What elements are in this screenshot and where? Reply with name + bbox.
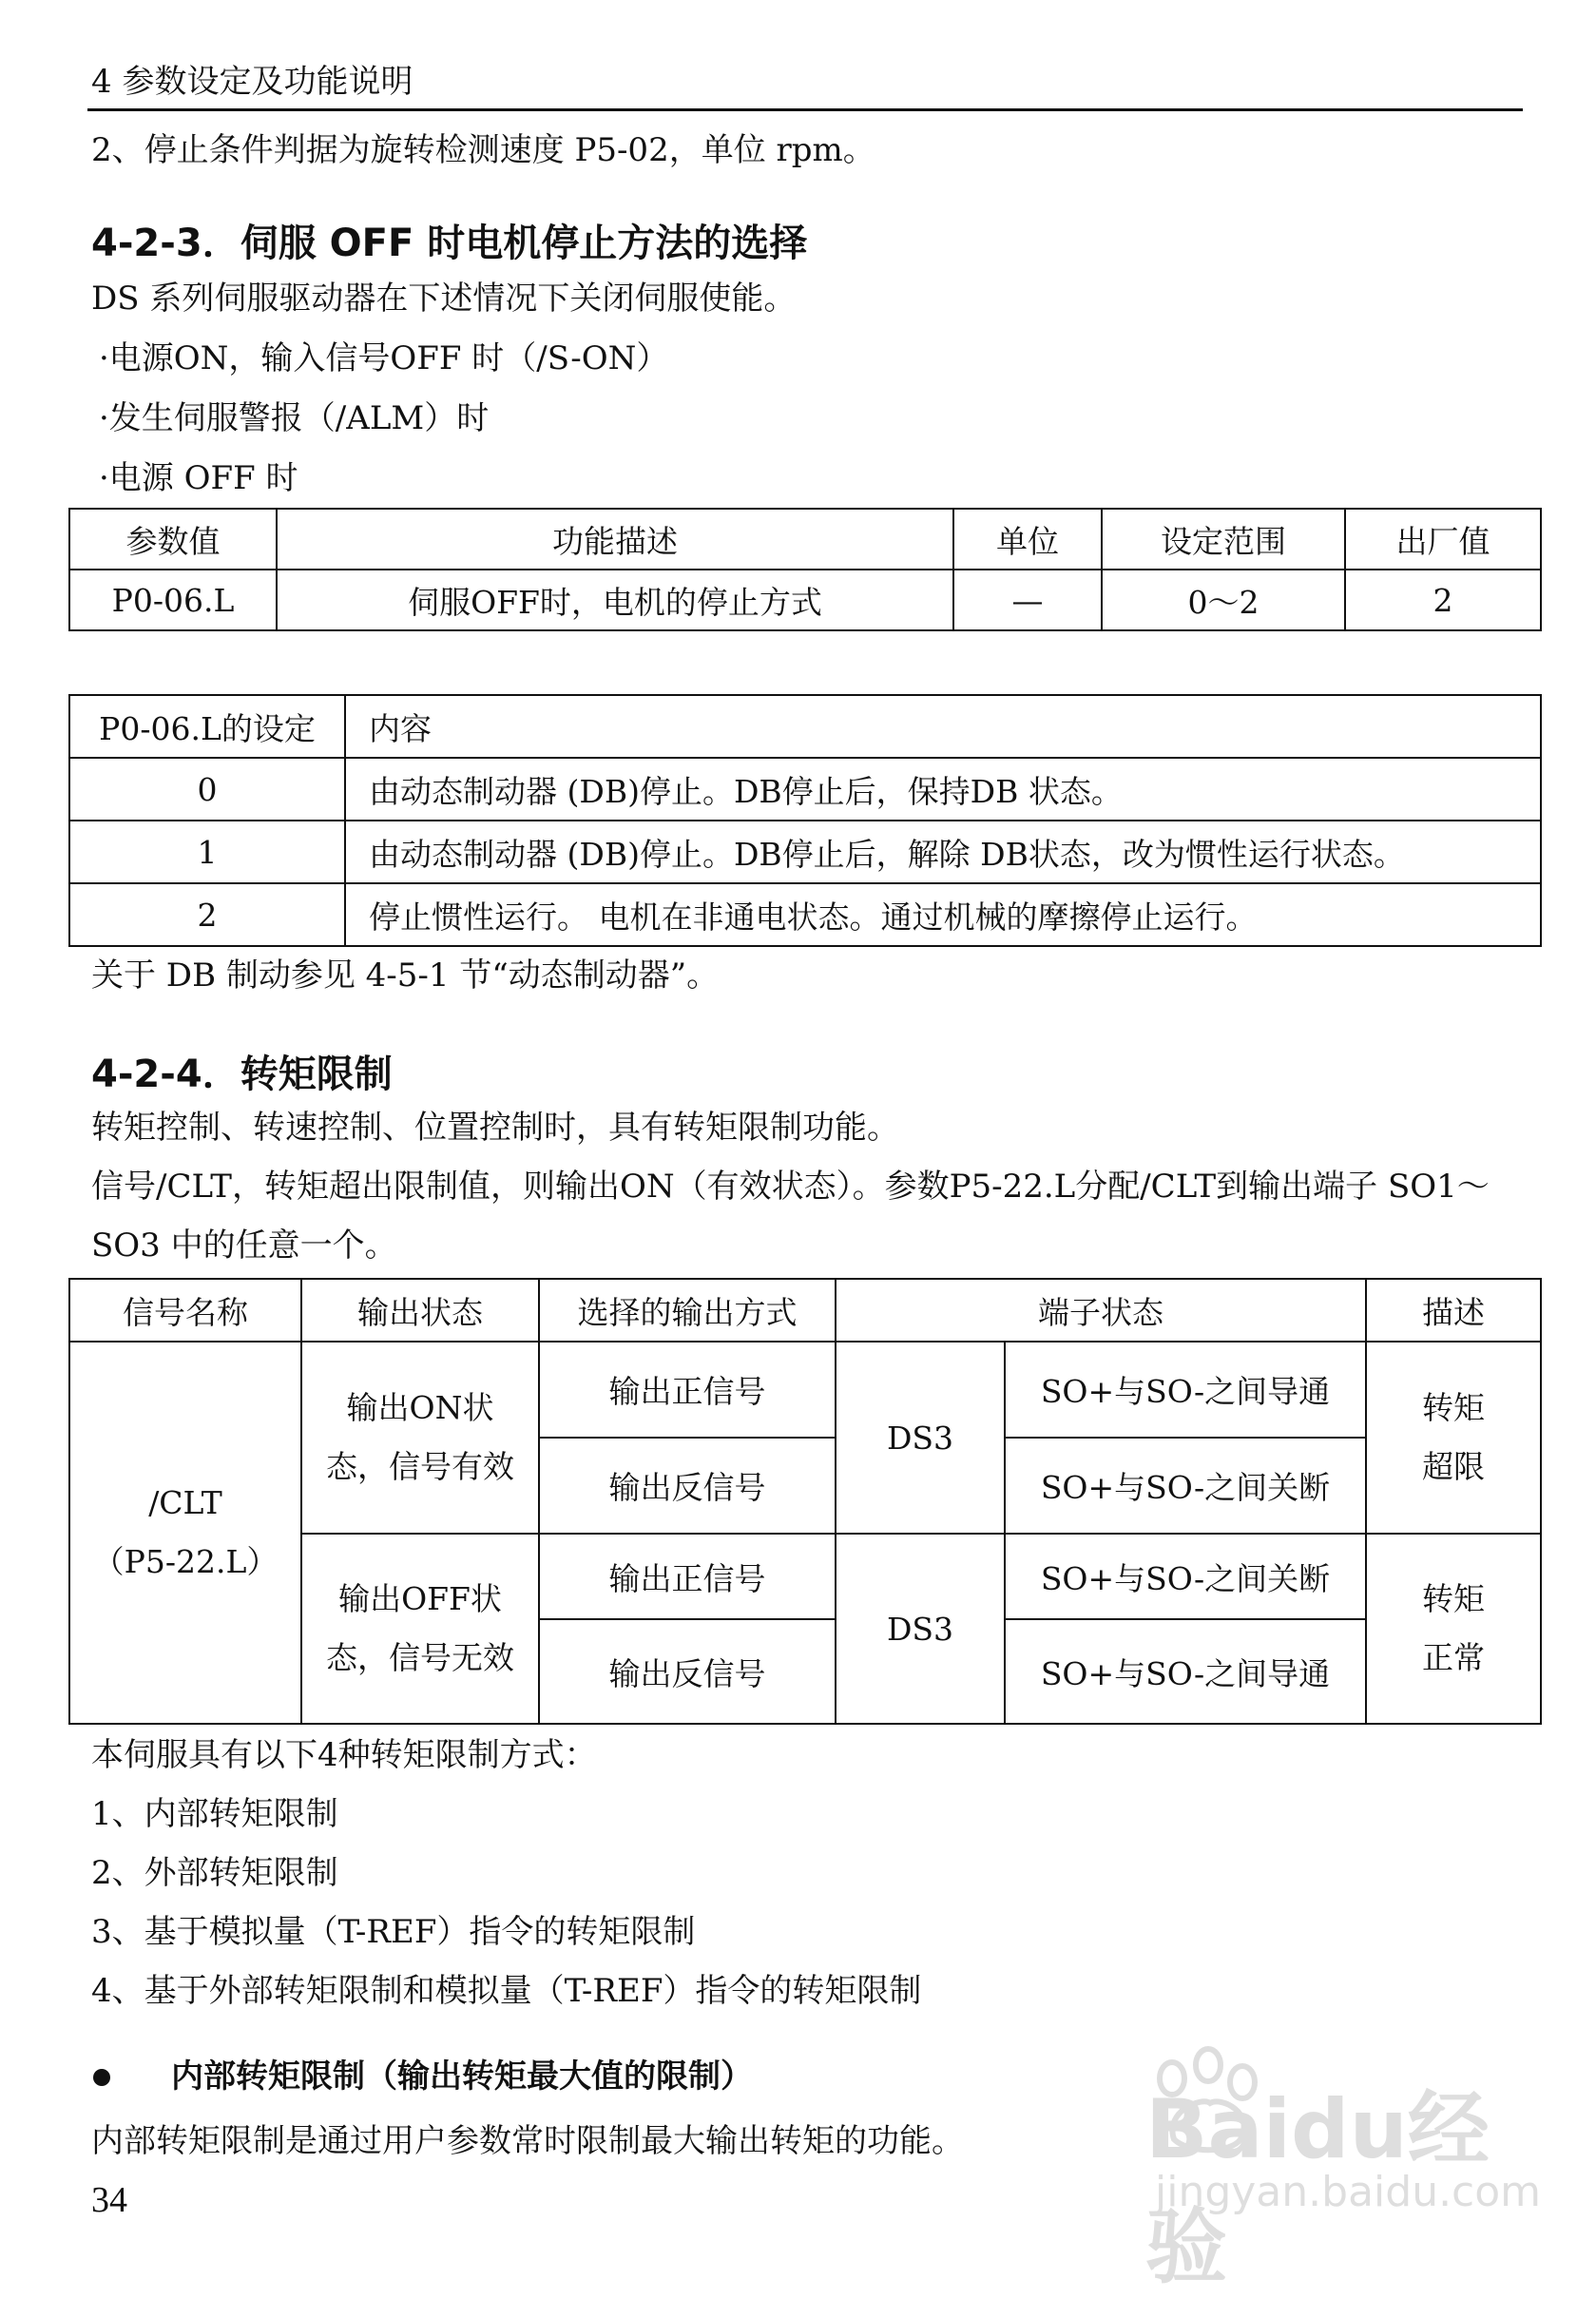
bullet-heading: 内部转矩限制（输出转矩最大值的限制）	[171, 2058, 753, 2096]
table-cell: 2	[69, 883, 345, 946]
terminal-cell: DS3	[836, 1342, 1005, 1534]
table-cell: 输出反信号	[539, 1619, 836, 1724]
table-cell: 2	[1345, 570, 1541, 630]
paragraph: 2、停止条件判据为旋转检测速度 P5-02，单位 rpm。	[91, 131, 875, 169]
parameter-table	[68, 508, 1542, 631]
watermark-brand: Baidu经验	[1145, 2082, 1490, 2295]
list-item: 4、基于外部转矩限制和模拟量（T-REF）指令的转矩限制	[91, 1972, 922, 2010]
bullet-item: ·电源 OFF 时	[99, 459, 298, 497]
paragraph: 转矩控制、转速控制、位置控制时，具有转矩限制功能。	[91, 1109, 899, 1147]
table-header-cell: 选择的输出方式	[539, 1279, 836, 1342]
section-heading-4-2-4: 4-2-4．转矩限制	[91, 1053, 393, 1096]
table-header-cell: 输出状态	[301, 1279, 539, 1342]
list-item: 1、内部转矩限制	[91, 1795, 338, 1833]
list-item: 2、外部转矩限制	[91, 1854, 338, 1892]
description-cell: 转矩正常	[1366, 1534, 1541, 1724]
table-header-cell: 参数值	[69, 509, 277, 570]
signal-name: /CLT	[148, 1484, 222, 1521]
table-cell: —	[953, 570, 1102, 630]
list-item: 3、基于模拟量（T-REF）指令的转矩限制	[91, 1913, 696, 1951]
section-heading-4-2-3: 4-2-3．伺服 OFF 时电机停止方法的选择	[91, 222, 808, 265]
output-state-on: 输出ON状态，信号有效	[301, 1342, 539, 1534]
table-cell: 停止惯性运行。 电机在非通电状态。通过机械的摩擦停止运行。	[345, 883, 1541, 946]
page-number: 34	[91, 2180, 127, 2220]
header-rule	[87, 108, 1523, 111]
table-cell: 伺服OFF时，电机的停止方式	[277, 570, 953, 630]
table-header-cell: 单位	[953, 509, 1102, 570]
table-header-cell: 出厂值	[1345, 509, 1541, 570]
terminal-cell: DS3	[836, 1534, 1005, 1724]
table-cell: 1	[69, 821, 345, 883]
table-cell: 输出正信号	[539, 1534, 836, 1619]
signal-table	[68, 1278, 1542, 1725]
bullet-item: ·发生伺服警报（/ALM）时	[99, 399, 490, 437]
table-cell: SO+与SO-之间导通	[1005, 1619, 1366, 1724]
table-cell: SO+与SO-之间导通	[1005, 1342, 1366, 1438]
table-cell: 由动态制动器 (DB)停止。DB停止后，解除 DB状态，改为惯性运行状态。	[345, 821, 1541, 883]
paragraph: 内部转矩限制是通过用户参数常时限制最大输出转矩的功能。	[91, 2122, 964, 2160]
table-cell: SO+与SO-之间关断	[1005, 1438, 1366, 1534]
table-header-cell: 设定范围	[1102, 509, 1345, 570]
table-header-cell: 端子状态	[836, 1279, 1366, 1342]
signal-name-cell	[69, 1342, 301, 1724]
table-cell: 由动态制动器 (DB)停止。DB停止后，保持DB 状态。	[345, 758, 1541, 821]
table-cell: 0	[69, 758, 345, 821]
setting-table	[68, 694, 1542, 947]
section-intro: DS 系列伺服驱动器在下述情况下关闭伺服使能。	[91, 280, 797, 318]
table-header-cell: 描述	[1366, 1279, 1541, 1342]
methods-intro: 本伺服具有以下4种转矩限制方式：	[91, 1736, 597, 1774]
table-header-cell: P0-06.L的设定	[69, 695, 345, 758]
watermark-url: jingyan.baidu.com	[1155, 2168, 1542, 2216]
description-cell: 转矩超限	[1366, 1342, 1541, 1534]
output-state-off: 输出OFF状态，信号无效	[301, 1534, 539, 1724]
paragraph: 信号/CLT，转矩超出限制值，则输出ON（有效状态）。参数P5-22.L分配/CLT到输出端子 SO1～	[91, 1168, 1490, 1206]
baidu-watermark	[1136, 2044, 1542, 2295]
table-cell: P0-06.L	[69, 570, 277, 630]
table-cell: 输出反信号	[539, 1438, 836, 1534]
table-header-cell: 功能描述	[277, 509, 953, 570]
paragraph: SO3 中的任意一个。	[91, 1227, 397, 1265]
running-header: 4 参数设定及功能说明	[91, 63, 413, 101]
table-cell: 0～2	[1102, 570, 1345, 630]
table-cell: 输出正信号	[539, 1342, 836, 1438]
table-cell: SO+与SO-之间关断	[1005, 1534, 1366, 1619]
table-header-cell: 内容	[345, 695, 1541, 758]
table-header-cell: 信号名称	[69, 1279, 301, 1342]
bullet-item: ·电源ON，输入信号OFF 时（/S-ON）	[99, 339, 669, 377]
signal-param: （P5-22.L）	[92, 1543, 279, 1580]
bullet-dot-icon	[93, 2069, 110, 2086]
note: 关于 DB 制动参见 4-5-1 节“动态制动器”。	[91, 956, 720, 995]
